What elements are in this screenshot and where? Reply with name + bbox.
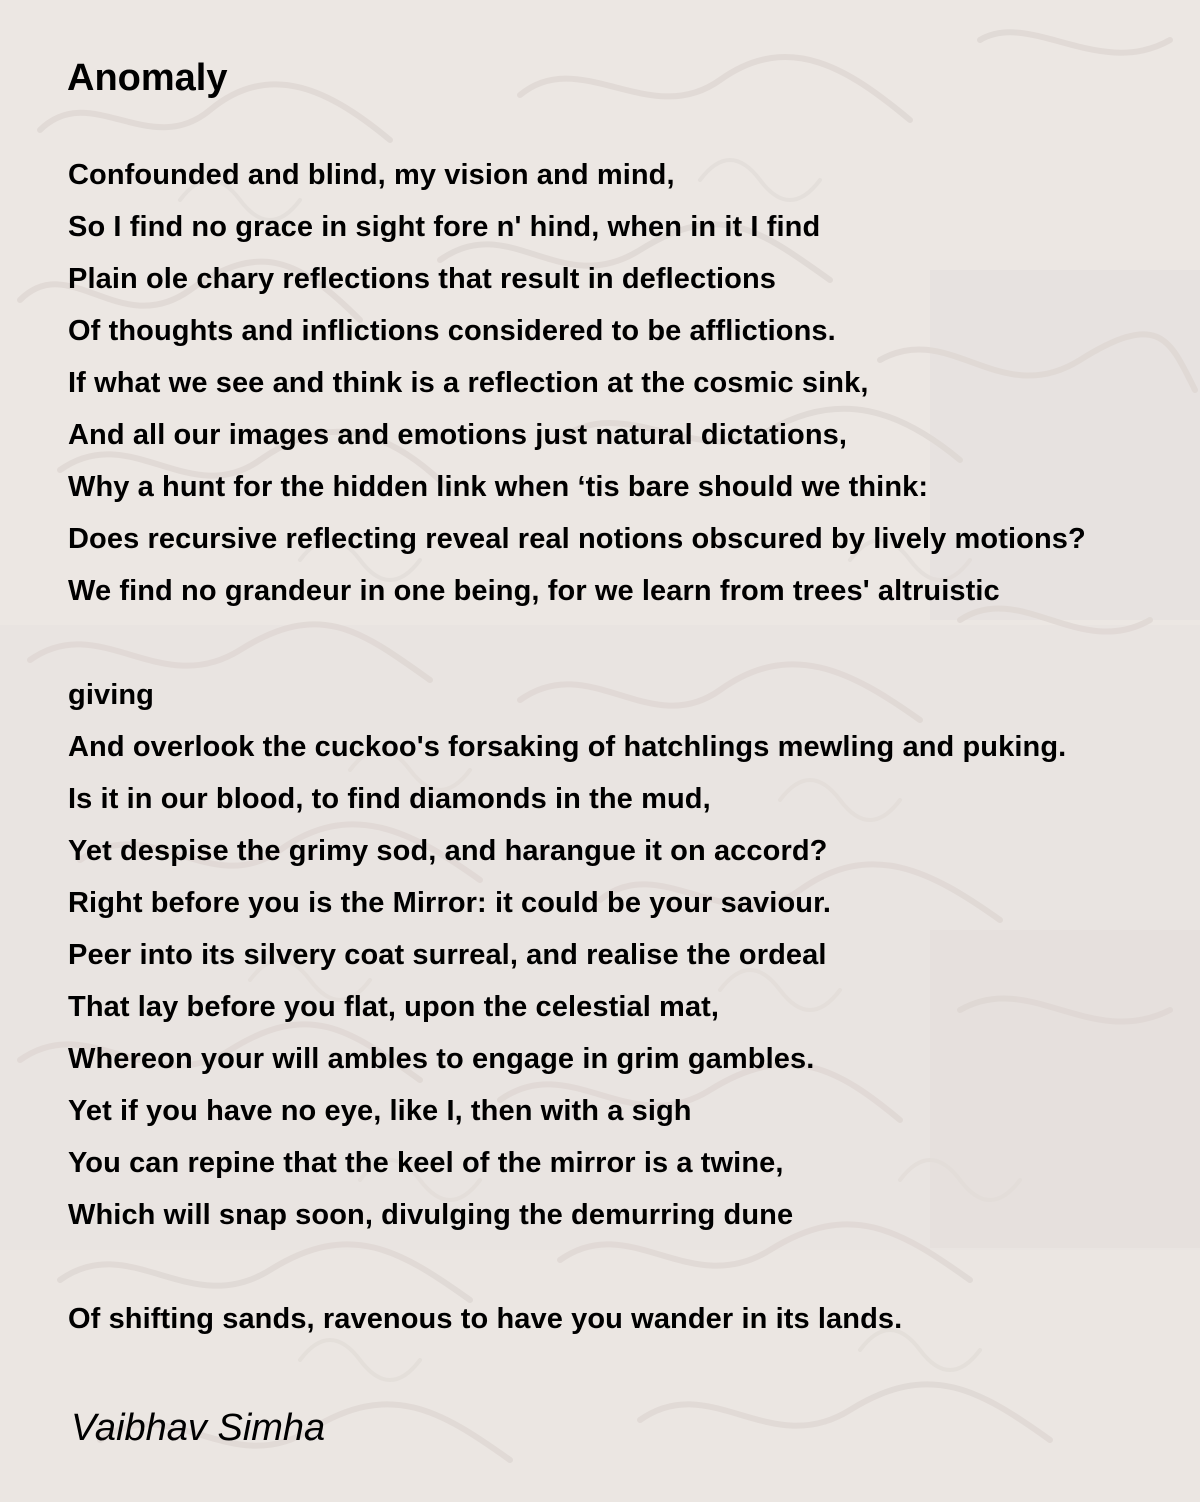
poem-author: Vaibhav Simha [71,1407,326,1449]
poem-line: Which will snap soon, divulging the demurring dune [68,1199,794,1231]
poem-line: Plain ole chary reflections that result in deflections [68,263,777,295]
poem-line: Of thoughts and inflictions considered to be afflictions. [68,315,836,347]
poem-line: Of shifting sands, ravenous to have you wander in its lands. [68,1303,903,1335]
poem-line: And all our images and emotions just natural dictations, [68,419,848,451]
poem-line: Whereon your will ambles to engage in grim gambles. [68,1043,815,1075]
poem-line: So I find no grace in sight fore n' hind, when in it I find [68,211,821,243]
poem-line: Peer into its silvery coat surreal, and realise the ordeal [68,939,827,971]
poem-line: giving [68,679,154,711]
poem-line: You can repine that the keel of the mirror is a twine, [68,1147,784,1179]
poem-line: That lay before you flat, upon the celestial mat, [68,991,720,1023]
poem-line: Right before you is the Mirror: it could be your saviour. [68,887,832,919]
poem-line: And overlook the cuckoo's forsaking of hatchlings mewling and puking. [68,731,1067,763]
poem-line: Yet despise the grimy sod, and harangue it on accord? [68,835,828,867]
poem-line: We find no grandeur in one being, for we learn from trees' altruistic [68,575,1000,607]
poem-line: Does recursive reflecting reveal real notions obscured by lively motions? [68,523,1086,555]
poem-line: If what we see and think is a reflection at the cosmic sink, [68,367,869,399]
poem-title: Anomaly [67,57,228,99]
poem-line: Is it in our blood, to find diamonds in the mud, [68,783,711,815]
poem-line: Confounded and blind, my vision and mind, [68,159,675,191]
poem-line: Why a hunt for the hidden link when ‘tis bare should we think: [68,471,929,503]
poem-line: Yet if you have no eye, like I, then with a sigh [68,1095,692,1127]
